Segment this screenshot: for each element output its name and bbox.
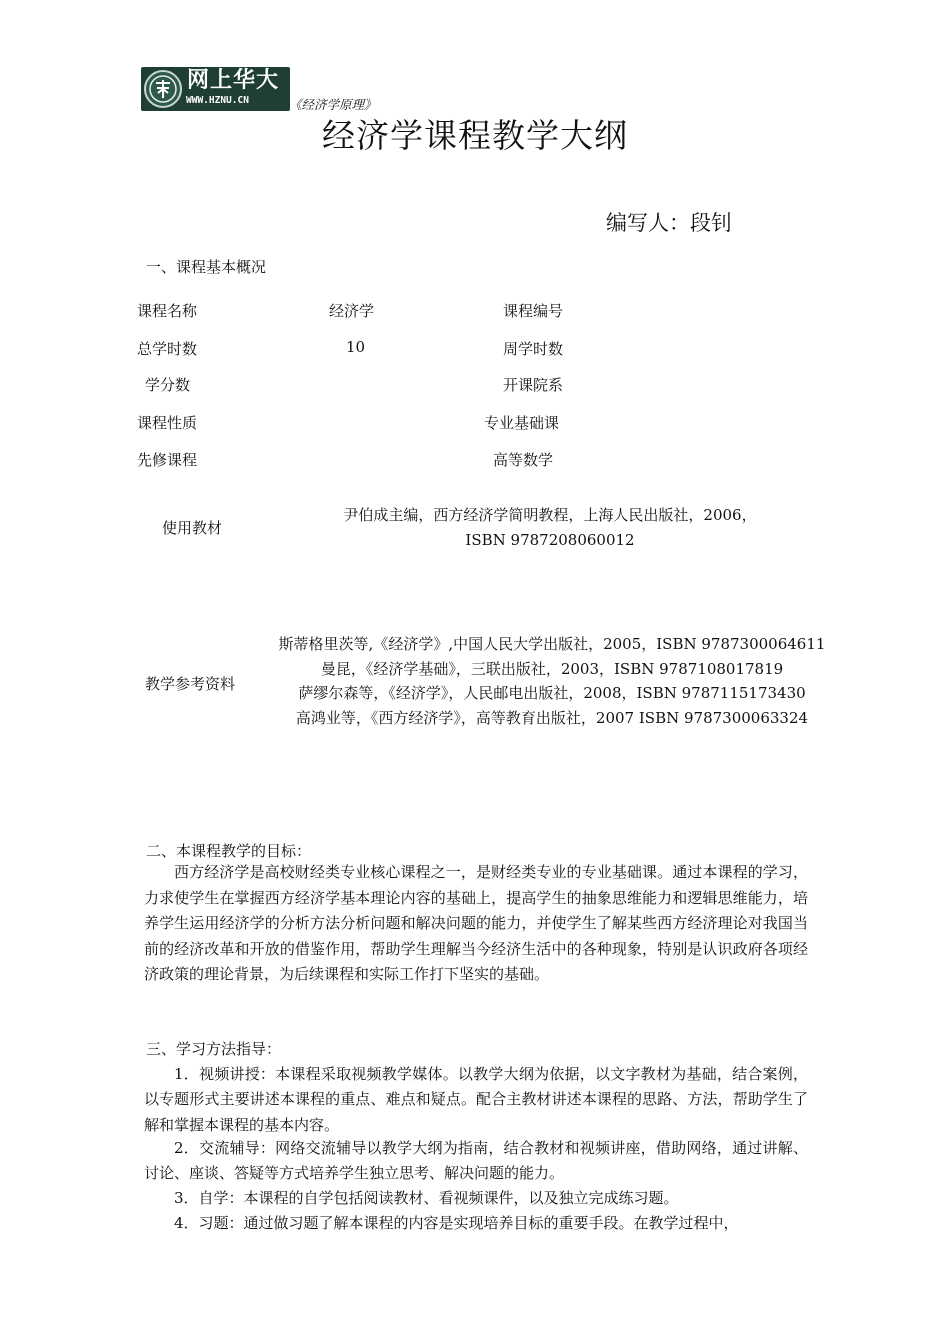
textbook-value xyxy=(300,503,800,553)
document-title: 经济学课程教学大纲 xyxy=(322,116,628,155)
course-tag: 《经济学原理》 xyxy=(289,97,377,112)
method-item: 4．习题：通过做习题了解本课程的内容是实现培养目标的重要手段。在教学过程中， xyxy=(174,1214,739,1232)
total-hours-label: 总学时数 xyxy=(137,340,198,358)
university-logo xyxy=(141,67,290,111)
university-emblem-icon xyxy=(144,70,182,108)
author-line: 编写人：段钊 xyxy=(606,211,732,235)
reference-item: 萨缪尔森等，《经济学》，人民邮电出版社，2008，ISBN 9787115173430 xyxy=(298,684,806,702)
course-name-label: 课程名称 xyxy=(137,302,198,320)
section-2-heading: 二、本课程教学的目标： xyxy=(146,842,312,860)
method-item: 2．交流辅导：网络交流辅导以教学大纲为指南，结合教材和视频讲座，借助网络，通过讲解、讨论、座谈、答疑等方式培养学生独立思考、解决问题的能力。 xyxy=(144,1139,808,1183)
prerequisite-value: 高等数学 xyxy=(493,451,554,469)
reference-item: 斯蒂格里茨等,《经济学》,中国人民大学出版社，2005，ISBN 9787300064611 xyxy=(278,635,826,653)
references-label: 教学参考资料 xyxy=(145,675,236,693)
method-item: 1．视频讲授：本课程采取视频教学媒体。以教学大纲为依据，以文字教材为基础，结合案例，以专题形式主要讲述本课程的重点、难点和疑点。配合主教材讲述本课程的思路、方法，帮助学生了解和掌握本课程的基本内容。 xyxy=(144,1065,808,1134)
credits-label: 学分数 xyxy=(145,376,191,394)
textbook-label: 使用教材 xyxy=(162,519,223,537)
section-2-body xyxy=(144,860,808,988)
method-item: 3．自学：本课程的自学包括阅读教材、看视频课件，以及独立完成练习题。 xyxy=(174,1189,679,1207)
logo-url: WWW.HZNU.CN xyxy=(186,95,249,106)
course-name-value: 经济学 xyxy=(329,302,375,320)
course-nature-value: 专业基础课 xyxy=(484,414,560,432)
course-code-label: 课程编号 xyxy=(503,302,564,320)
objective-paragraph: 西方经济学是高校财经类专业核心课程之一，是财经类专业的专业基础课。通过本课程的学习，力求使学生在掌握西方经济学基本理论内容的基础上，提高学生的抽象思维能力和逻辑思维能力，培养学生运用经济学的分析方法分析问题和解决问题的能力，并使学生了解某些西方经济理论对我国当前的经济改革和开放的借鉴作用，帮助学生理解当今经济生活中的各种现象，特别是认识政府各项经济政策的理论背景，为后续课程和实际工作打下坚实的基础。 xyxy=(144,863,808,984)
weekly-hours-label: 周学时数 xyxy=(503,340,564,358)
section-3-heading: 三、学习方法指导： xyxy=(146,1040,282,1058)
reference-item: 曼昆，《经济学基础》，三联出版社，2003，ISBN 9787108017819 xyxy=(320,659,784,678)
logo-name: 网上华大 xyxy=(187,68,280,93)
total-hours-value: 10 xyxy=(346,338,366,356)
references-list xyxy=(268,632,836,730)
textbook-line-2: ISBN 9787208060012 xyxy=(465,531,635,549)
textbook-line-1: 尹伯成主编，西方经济学简明教程，上海人民出版社，2006， xyxy=(343,506,757,524)
prerequisite-label: 先修课程 xyxy=(137,451,198,469)
course-nature-label: 课程性质 xyxy=(137,414,198,432)
section-1-heading: 一、课程基本概况 xyxy=(146,258,267,276)
department-label: 开课院系 xyxy=(503,376,564,394)
reference-item: 高鸿业等，《西方经济学》，高等教育出版社，2007 ISBN 9787300063324 xyxy=(295,708,809,727)
